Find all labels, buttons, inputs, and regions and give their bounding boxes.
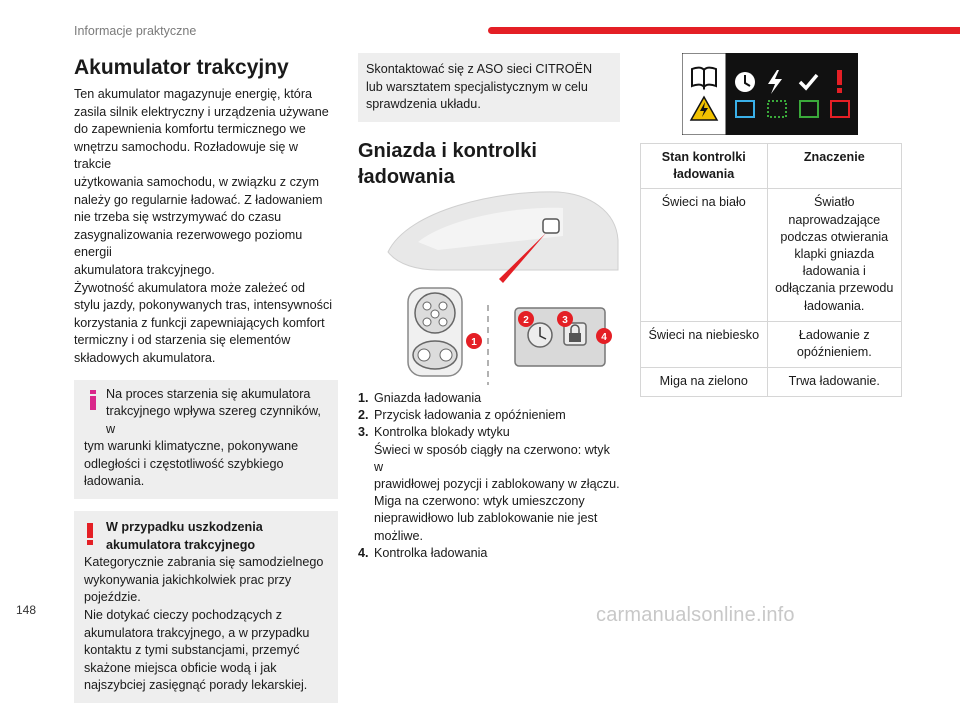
table-row [641,368,902,397]
warning-line: akumulatora trakcyjnego, a w przypadku [84,625,310,640]
warning-title-line: W przypadku uszkodzenia [106,520,263,535]
legend-item [358,545,620,562]
info-icon [86,390,100,410]
legend-item [358,407,620,424]
cell-line: odłączania przewodu [775,281,894,296]
cell-line: Świeci na niebiesko [648,327,760,342]
battery-paragraph [74,86,338,368]
cell-line: Światło [813,195,855,210]
paragraph-line: wnętrzu samochodu. Rozładowuje się w trakcie [74,139,299,172]
cell-line: podczas otwierania [780,229,889,244]
paragraph-line: Żywotność akumulatora może zależeć od [74,280,305,295]
cell-meaning [767,368,901,397]
info-line: tym warunki klimatyczne, pokonywane [84,439,299,454]
paragraph-line: Ten akumulator magazynuje energię, która [74,87,313,101]
legend-text: możliwe. [374,528,423,543]
paragraph-line: zasila silnik elektryczny i urządzenia używane [74,104,329,119]
legend-number: 1. [358,391,369,405]
legend-text: nieprawidłowo lub zablokowanie nie jest [374,511,598,526]
cell-line: ładowania. [804,298,865,313]
callout-label-2: 2 [523,315,529,326]
status-table [640,143,902,397]
paragraph-line: zasygnalizowania rezerwowego poziomu energii [74,227,303,260]
legend-text: Gniazda ładowania [374,391,482,405]
warning-title-line: akumulatora trakcyjnego [106,537,256,552]
info-line: odległości i częstotliwość szybkiego [84,456,284,471]
cell-state [641,189,768,321]
sockets-title-line: ładowania [358,165,455,188]
info-line: Na proces starzenia się akumulatora [106,386,311,401]
exclamation-icon [837,70,842,93]
warning-line: wykonywania jakichkolwiek prac przy [84,572,292,587]
header-accent-bar [488,27,960,34]
paragraph-line: stylu jazdy, pokonywanych tras, intensywności [74,298,333,313]
cell-line: ładowania i [802,264,866,279]
header-line: ładowania [673,167,735,182]
legend-list [358,390,620,562]
legend-text: Świeci w sposób ciągły na czerwono: wtyk w [374,442,610,474]
cell-line: Świeci na biało [661,195,746,210]
header-section-title: Informacje praktyczne [74,24,197,38]
warning-line: Nie dotykać cieczy pochodzących z [84,608,283,623]
header-line: Znaczenie [803,150,865,164]
legend-text: Kontrolka blokady wtyku [374,425,510,440]
warning-line: kontaktu z tymi substancjami, przemyć [84,643,300,658]
cell-meaning [767,189,901,321]
charging-flap [543,219,559,233]
paragraph-line: składowych akumulatora. [74,350,216,365]
cell-state [641,321,768,367]
cell-line: Miga na zielono [659,374,748,389]
table-row [641,321,902,367]
watermark: carmanualsonline.info [596,604,795,626]
cell-line: Ładowanie z [798,327,870,342]
cell-line: klapki gniazda [794,247,875,262]
cell-state [641,368,768,397]
legend-text: Kontrolka ładowania [374,545,488,560]
warning-box [74,511,338,703]
column-middle [358,53,622,560]
warning-line: najszybciej zasięgnąć porady lekarskiej. [84,678,308,693]
paragraph-line: termiczny i od starzenia się elementów [74,333,291,348]
header-line: Stan kontrolki [661,150,746,164]
contact-note-box [358,53,620,122]
callout-label-4: 4 [601,332,607,343]
warning-line: pojeździe. [84,590,141,605]
header-meaning [767,144,901,189]
info-note-box [74,380,338,500]
legend-text: prawidłowej pozycji i zablokowany w złączu. [374,477,620,492]
page-number: 148 [16,603,37,617]
legend-item [358,424,620,544]
paragraph-line: użytkowania samochodu, w związku z czym [74,174,319,189]
table-header-row [641,144,902,189]
info-line: ładowania. [84,474,145,489]
legend-text: Miga na czerwono: wtyk umieszczony [374,494,585,509]
warning-exclamation-icon [86,523,94,545]
column-left [74,56,338,703]
header-state [641,144,768,189]
warning-line: Kategorycznie zabrania się samodzielnego [84,555,324,570]
cell-line: opóźnieniem. [796,345,872,360]
paragraph-line: nie trzeba się wstrzymywać do czasu [74,210,282,225]
legend-number: 4. [358,545,369,560]
contact-line: sprawdzenia układu. [366,97,481,112]
paragraph-line: akumulatora trakcyjnego. [74,262,215,277]
section-title: Akumulator trakcyjny [74,56,289,79]
table-row [641,189,902,321]
cell-line: Trwa ładowanie. [788,374,880,389]
paragraph-line: do zapewnienia komfortu termicznego we [74,122,306,137]
paragraph-line: korzystania z funkcji zapewniających komfort [74,315,325,330]
legend-text: Przycisk ładowania z opóźnieniem [374,408,566,423]
contact-line: Skontaktować się z ASO sieci CITROËN [366,62,593,76]
cell-line: naprowadzające [788,212,881,227]
legend-number: 3. [358,425,369,440]
contact-line: lub warsztatem specjalistycznym w celu [366,79,588,94]
sockets-title-line: Gniazda i kontrolki [358,139,537,162]
legend-number: 2. [358,408,369,423]
callout-label-3: 3 [562,315,568,326]
indicator-panel-graphic [682,53,858,135]
callout-label-1: 1 [471,337,477,348]
clock-icon [735,72,755,92]
info-line: trakcyjnego wpływa szereg czynników, w [106,404,321,436]
warning-line: skażone miejsca obficie wodą i jak [84,660,277,675]
legend-item [358,390,620,407]
cell-meaning [767,321,901,367]
paragraph-line: należy go regularnie ładować. Z ładowaniem [74,192,323,207]
